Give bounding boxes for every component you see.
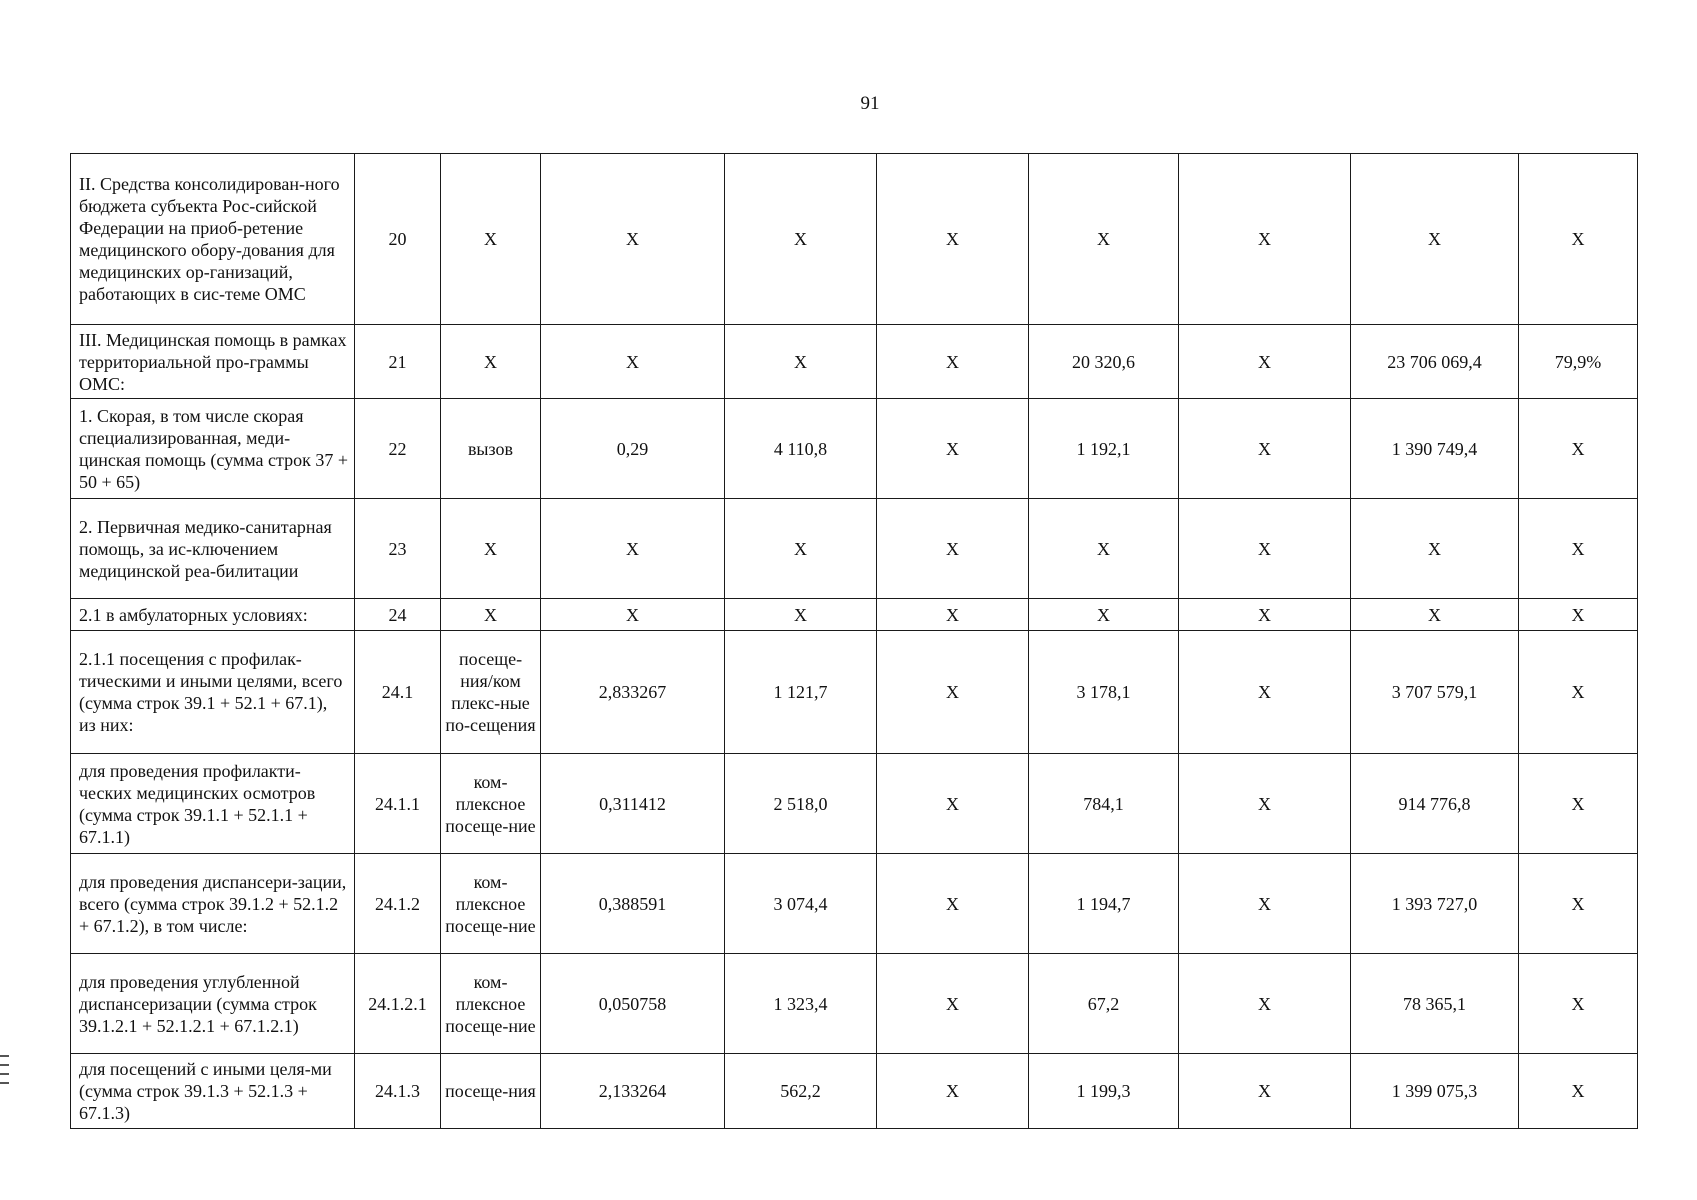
cell-value: Х [1179,325,1351,399]
cell-value: Х [1519,754,1638,854]
cell-value: Х [1179,599,1351,631]
row-code: 24.1.2.1 [355,954,441,1054]
cell-value: Х [725,499,877,599]
cell-value: 79,9% [1519,325,1638,399]
row-label: 2.1.1 посещения с профилак-тическими и иными целями, всего (сумма строк 39.1 + 52.1 + 67.1), из них: [71,631,355,754]
row-code: 23 [355,499,441,599]
cell-value: Х [1519,631,1638,754]
cell-value: 1 194,7 [1029,854,1179,954]
cell-value: Х [877,631,1029,754]
cell-value: Х [1179,631,1351,754]
margin-tick [0,1073,9,1075]
table-row [71,954,1638,1054]
cell-value: Х [1029,499,1179,599]
cell-value: 1 323,4 [725,954,877,1054]
cell-value: 3 178,1 [1029,631,1179,754]
row-unit: ком-плексное посеще-ние [441,754,541,854]
cell-value: 1 390 749,4 [1351,399,1519,499]
cell-value: Х [1029,154,1179,325]
row-label: для проведения профилакти-ческих медицинских осмотров (сумма строк 39.1.1 + 52.1.1 + 67.1.1) [71,754,355,854]
cell-value: Х [541,154,725,325]
row-code: 21 [355,325,441,399]
table-row [71,1054,1638,1129]
cell-value: Х [1351,499,1519,599]
page-number: 91 [860,93,880,114]
table-row [71,754,1638,854]
row-label: 2.1 в амбулаторных условиях: [71,599,355,631]
cell-value: Х [1519,854,1638,954]
row-unit: ком-плексное посеще-ние [441,954,541,1054]
cell-value: 1 393 727,0 [1351,854,1519,954]
row-label: 1. Скорая, в том числе скорая специализированная, меди-цинская помощь (сумма строк 37 + 50 + 65) [71,399,355,499]
row-unit: Х [441,499,541,599]
row-code: 24.1.1 [355,754,441,854]
cell-value: Х [1519,154,1638,325]
cell-value: 20 320,6 [1029,325,1179,399]
cell-value: Х [1519,1054,1638,1129]
row-code: 22 [355,399,441,499]
row-unit: Х [441,154,541,325]
row-label: II. Средства консолидирован-ного бюджета субъекта Рос-сийской Федерации на приоб-ретение медицинского обору-дования для медицинских ор-ганизаций, работающих в сис-теме ОМС [71,154,355,325]
cell-value: Х [877,399,1029,499]
cell-value: Х [877,154,1029,325]
cell-value: Х [877,754,1029,854]
margin-tick [0,1055,9,1057]
cell-value: 2 518,0 [725,754,877,854]
budget-table [70,153,1638,1129]
row-code: 24 [355,599,441,631]
row-label: для посещений с иными целя-ми (сумма строк 39.1.3 + 52.1.3 + 67.1.3) [71,1054,355,1129]
margin-tick [0,1064,9,1066]
cell-value: Х [1351,154,1519,325]
row-unit: Х [441,599,541,631]
row-unit: ком-плексное посеще-ние [441,854,541,954]
row-unit: посеще-ния [441,1054,541,1129]
row-code: 24.1.2 [355,854,441,954]
cell-value: 23 706 069,4 [1351,325,1519,399]
table-row [71,631,1638,754]
cell-value: 2,833267 [541,631,725,754]
cell-value: Х [1179,399,1351,499]
cell-value: Х [1179,1054,1351,1129]
cell-value: Х [725,154,877,325]
cell-value: 2,133264 [541,1054,725,1129]
cell-value: 1 121,7 [725,631,877,754]
cell-value: Х [1519,954,1638,1054]
row-unit: вызов [441,399,541,499]
row-unit: Х [441,325,541,399]
table-row [71,325,1638,399]
cell-value: Х [877,854,1029,954]
row-code: 24.1 [355,631,441,754]
cell-value: Х [1519,499,1638,599]
table-row [71,599,1638,631]
cell-value: 0,388591 [541,854,725,954]
cell-value: Х [725,599,877,631]
cell-value: 1 192,1 [1029,399,1179,499]
cell-value: Х [1179,954,1351,1054]
cell-value: Х [541,499,725,599]
cell-value: 4 110,8 [725,399,877,499]
binding-margin-ticks [0,1055,9,1091]
cell-value: Х [1179,754,1351,854]
cell-value: 562,2 [725,1054,877,1129]
cell-value: 1 199,3 [1029,1054,1179,1129]
row-label: для проведения углубленной диспансеризации (сумма строк 39.1.2.1 + 52.1.2.1 + 67.1.2.1) [71,954,355,1054]
table-row [71,154,1638,325]
cell-value: Х [877,599,1029,631]
cell-value: 784,1 [1029,754,1179,854]
cell-value: Х [1179,854,1351,954]
table-row [71,499,1638,599]
cell-value: 0,311412 [541,754,725,854]
row-code: 24.1.3 [355,1054,441,1129]
cell-value: 914 776,8 [1351,754,1519,854]
table-row [71,399,1638,499]
margin-tick [0,1082,9,1084]
row-unit: посеще-ния/ком плекс-ные по-сещения [441,631,541,754]
row-label: для проведения диспансери-зации, всего (сумма строк 39.1.2 + 52.1.2 + 67.1.2), в том числе: [71,854,355,954]
cell-value: 1 399 075,3 [1351,1054,1519,1129]
cell-value: Х [1179,499,1351,599]
cell-value: 3 707 579,1 [1351,631,1519,754]
cell-value: Х [541,599,725,631]
cell-value: Х [541,325,725,399]
row-label: III. Медицинская помощь в рамках территориальной про-граммы ОМС: [71,325,355,399]
cell-value: Х [877,325,1029,399]
cell-value: 67,2 [1029,954,1179,1054]
cell-value: Х [1519,599,1638,631]
cell-value: 3 074,4 [725,854,877,954]
cell-value: 0,050758 [541,954,725,1054]
cell-value: 0,29 [541,399,725,499]
cell-value: Х [1519,399,1638,499]
table-row [71,854,1638,954]
row-label: 2. Первичная медико-санитарная помощь, за ис-ключением медицинской реа-билитации [71,499,355,599]
cell-value: Х [1029,599,1179,631]
cell-value: 78 365,1 [1351,954,1519,1054]
cell-value: Х [877,954,1029,1054]
row-code: 20 [355,154,441,325]
cell-value: Х [1351,599,1519,631]
cell-value: Х [1179,154,1351,325]
cell-value: Х [877,499,1029,599]
cell-value: Х [725,325,877,399]
cell-value: Х [877,1054,1029,1129]
